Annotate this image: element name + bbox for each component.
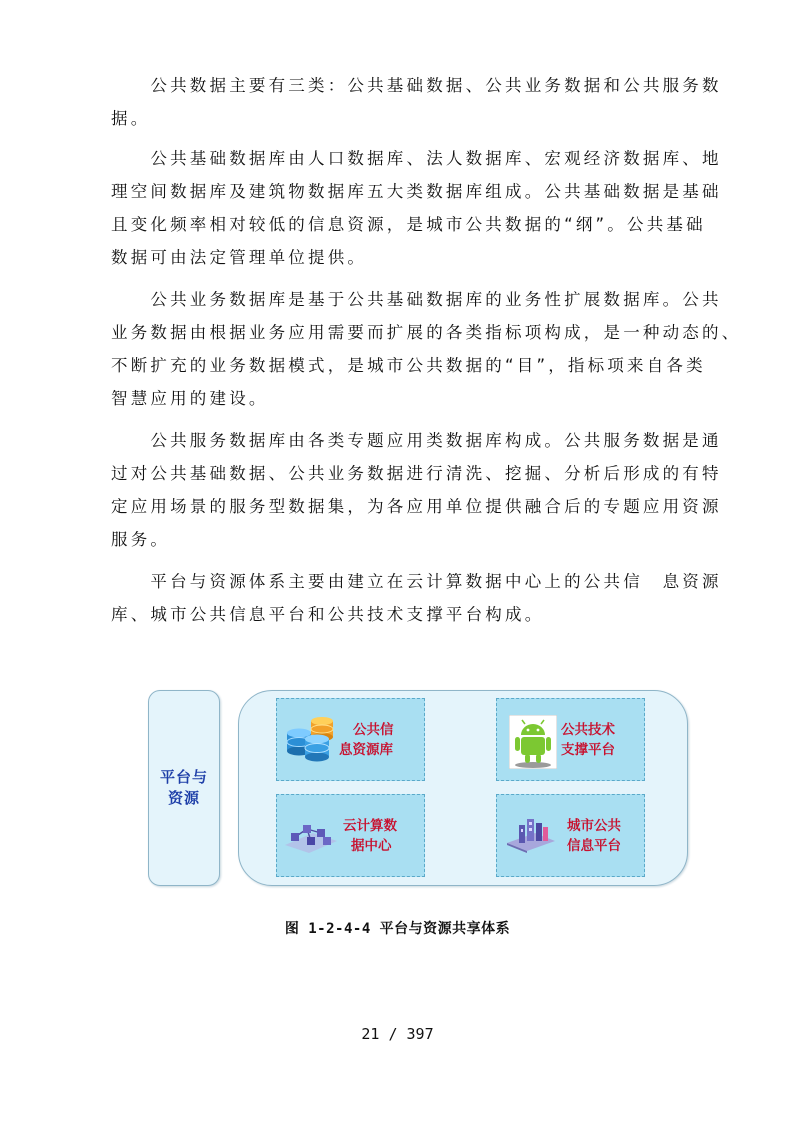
text-line: 公共数据主要有三类：公共基础数据、公共业务数据和公共服务数 <box>111 76 722 95</box>
tile-label <box>343 816 397 856</box>
text-line: 理空间数据库及建筑物数据库五大类数据库组成。公共基础数据是基础 <box>111 182 722 201</box>
text-line: 公共服务数据库由各类专题应用类数据库构成。公共服务数据是通 <box>111 431 722 450</box>
text-line: 且变化频率相对较低的信息资源，是城市公共数据的“纲”。公共基础 <box>111 215 706 234</box>
tile-public-info-resource-db <box>276 698 425 781</box>
paragraph-3 <box>111 283 742 415</box>
platform-resource-panel <box>148 690 220 886</box>
tile-label <box>339 720 394 760</box>
paragraph-4 <box>111 424 722 556</box>
database-icon <box>285 715 343 765</box>
android-icon <box>509 715 557 769</box>
text-line: 服务。 <box>111 530 171 549</box>
city-platform-icon <box>505 813 557 853</box>
text-line: 平台与资源体系主要由建立在云计算数据中心上的公共信 息资源 <box>111 572 722 591</box>
text-line: 数据可由法定管理单位提供。 <box>111 248 368 267</box>
side-label <box>149 767 219 809</box>
text-line: 过对公共基础数据、公共业务数据进行清洗、挖掘、分析后形成的有特 <box>111 464 722 483</box>
tile-label-line: 城市公共 <box>567 818 621 834</box>
tile-label-line: 公共信 <box>353 722 394 738</box>
tile-label <box>567 816 621 856</box>
text-line: 业务数据由根据业务应用需要而扩展的各类指标项构成，是一种动态的、 <box>111 323 742 342</box>
tile-label-line: 公共技术 <box>561 722 615 738</box>
text-line: 公共业务数据库是基于公共基础数据库的业务性扩展数据库。公共 <box>111 290 722 309</box>
tile-label <box>561 720 615 760</box>
text-line: 定应用场景的服务型数据集，为各应用单位提供融合后的专题应用资源 <box>111 497 722 516</box>
text-line: 据。 <box>111 109 151 128</box>
tile-public-tech-support-platform <box>496 698 645 781</box>
page-number: 21 / 397 <box>361 1025 434 1043</box>
platform-resource-diagram <box>146 688 690 888</box>
tile-label-line: 支撑平台 <box>561 742 615 758</box>
side-label-line: 资源 <box>167 789 200 807</box>
network-cubes-icon <box>283 817 339 853</box>
paragraph-2 <box>111 142 722 274</box>
tile-label-line: 息资源库 <box>339 742 393 758</box>
tile-label-line: 信息平台 <box>567 838 621 854</box>
text-line: 库、城市公共信息平台和公共技术支撑平台构成。 <box>111 605 545 624</box>
figure-caption: 图 1-2-4-4 平台与资源共享体系 <box>284 921 511 937</box>
tile-label-line: 云计算数 <box>343 818 397 834</box>
tile-label-line: 据中心 <box>351 838 392 854</box>
text-line: 公共基础数据库由人口数据库、法人数据库、宏观经济数据库、地 <box>111 149 722 168</box>
paragraph-1 <box>111 69 722 135</box>
components-panel <box>238 690 688 886</box>
tile-city-public-info-platform <box>496 794 645 877</box>
text-line: 不断扩充的业务数据模式，是城市公共数据的“目”，指标项来自各类 <box>111 356 706 375</box>
text-line: 智慧应用的建设。 <box>111 389 269 408</box>
paragraph-5 <box>111 565 722 631</box>
side-label-line: 平台与 <box>159 768 208 786</box>
tile-cloud-data-center <box>276 794 425 877</box>
